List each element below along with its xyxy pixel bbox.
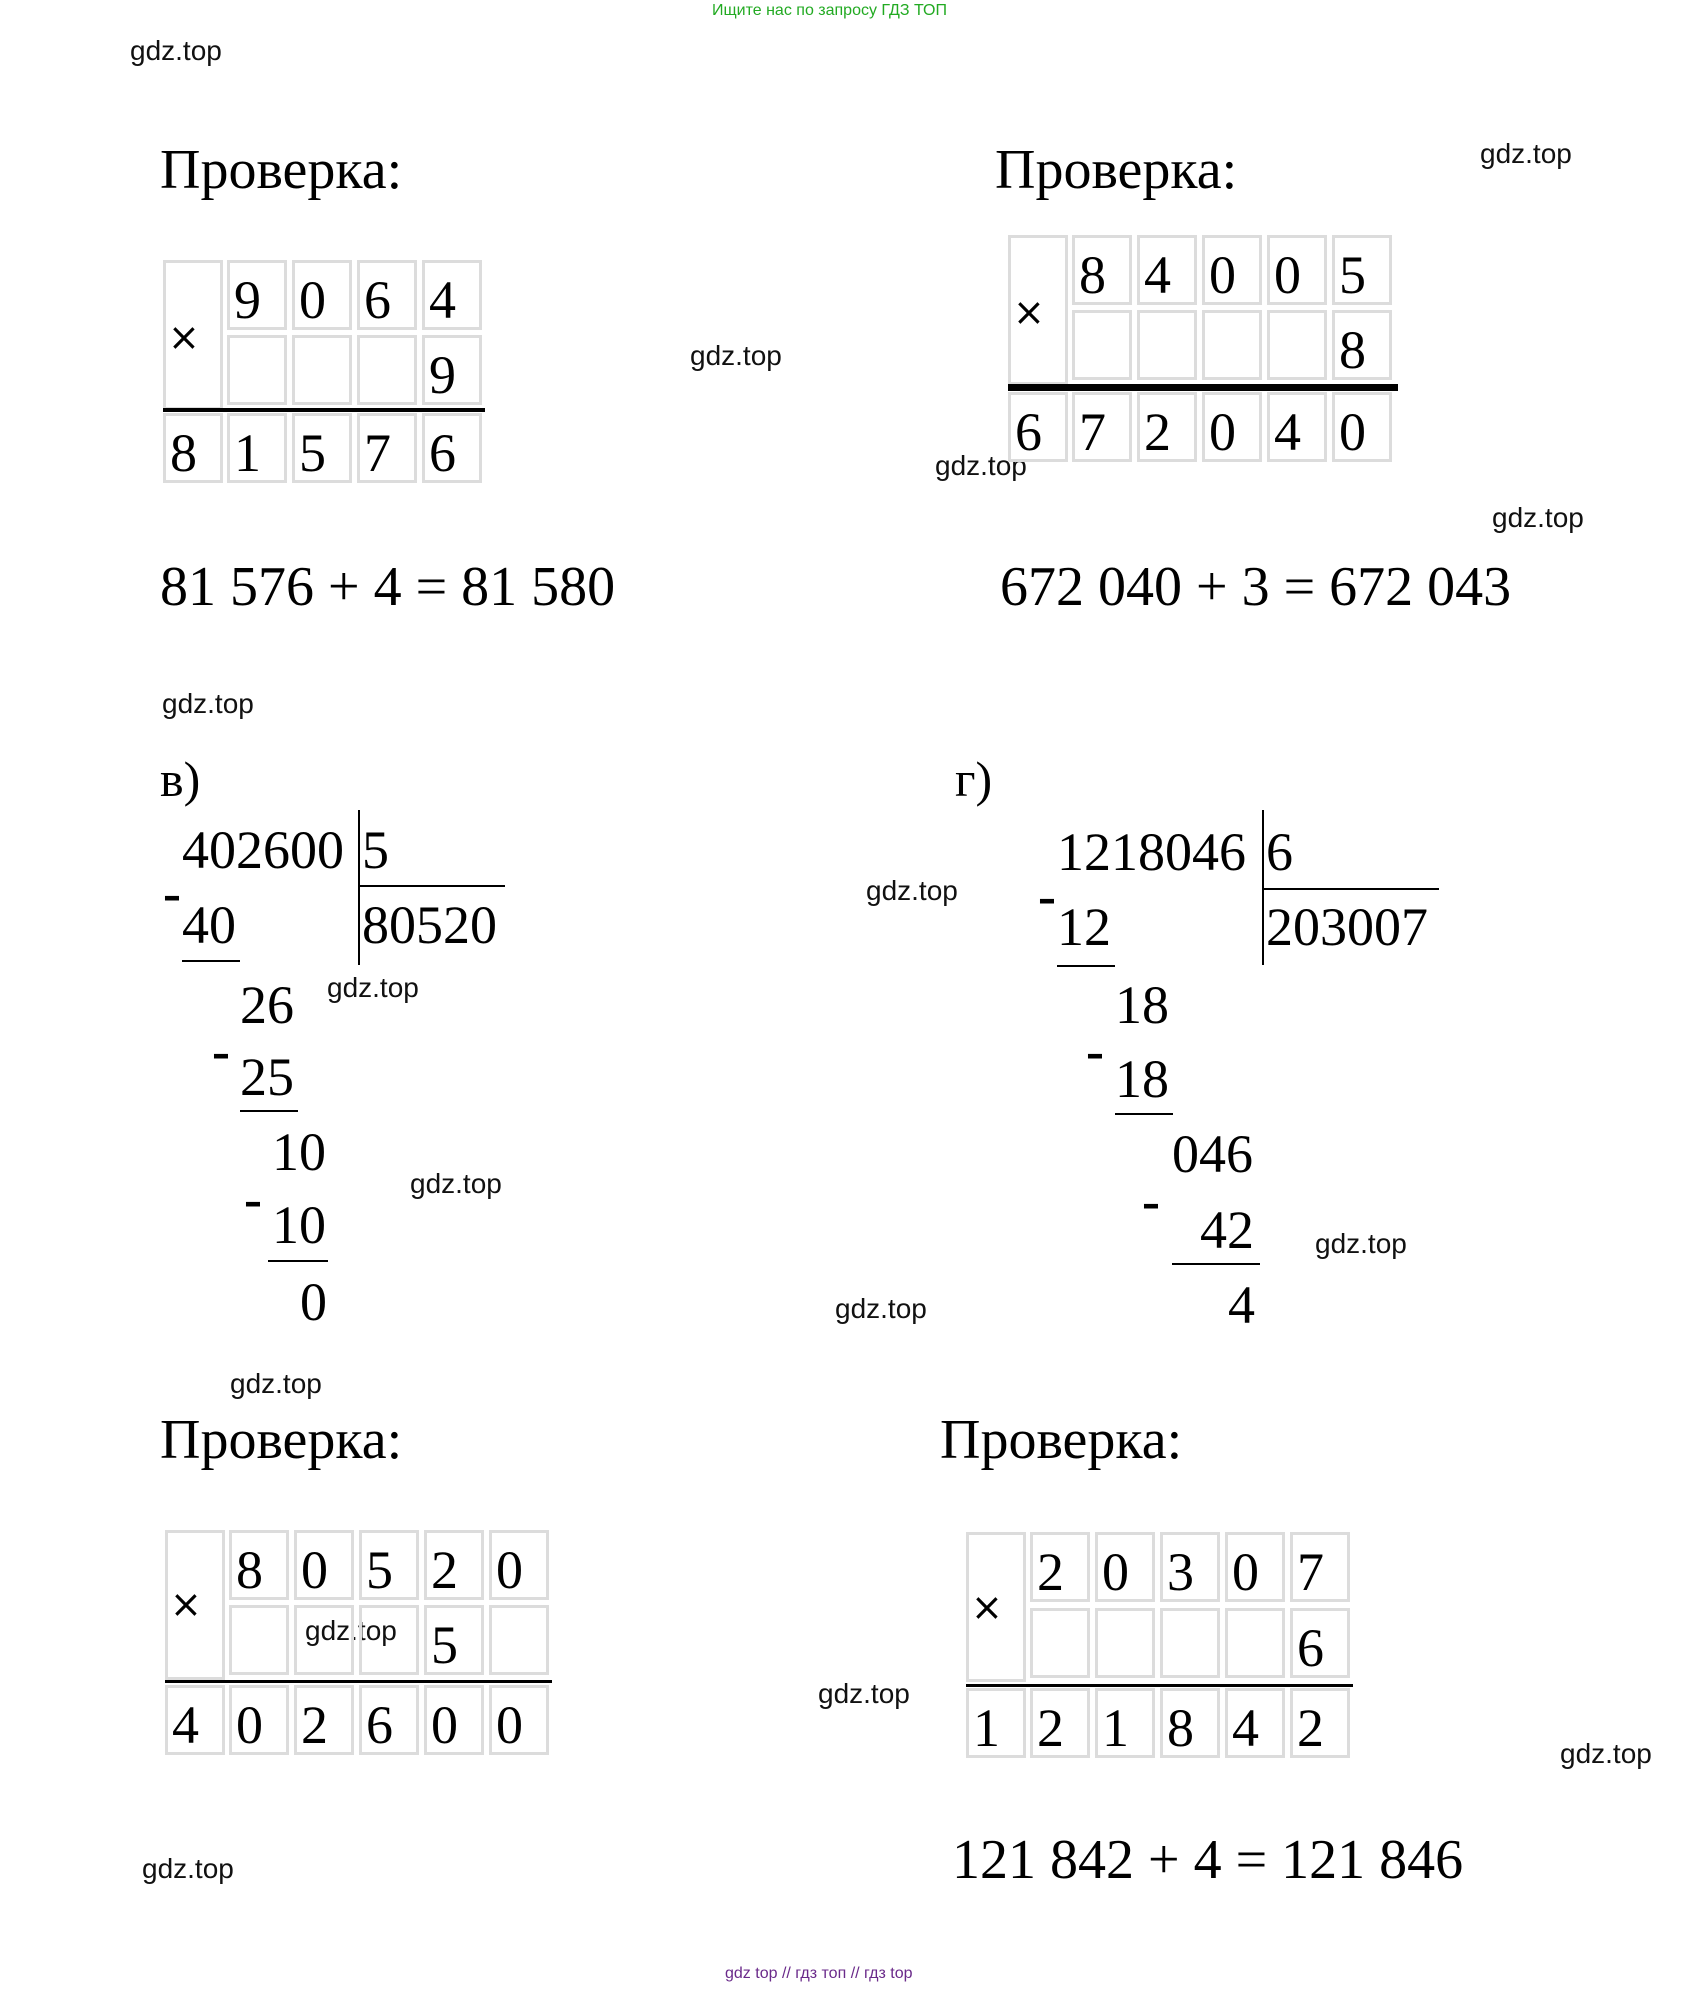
footer-link[interactable]: gdz top: [725, 1965, 778, 1982]
divisor-underline: [1264, 888, 1439, 890]
digit: 8: [1339, 320, 1366, 380]
digit: 4: [172, 1695, 199, 1755]
digit: 0: [1102, 1542, 1129, 1602]
footer-separator: //: [781, 1965, 791, 1982]
digit: 7: [1297, 1542, 1324, 1602]
digit: 0: [1209, 402, 1236, 462]
watermark: gdz.top: [690, 340, 782, 371]
dividend: 402600: [182, 820, 344, 880]
step-line: [1172, 1263, 1260, 1265]
watermark: gdz.top: [305, 1615, 397, 1646]
watermark: gdz.top: [818, 1678, 910, 1709]
digit: 0: [431, 1695, 458, 1755]
digit: 6: [1015, 402, 1042, 462]
minus-sign: -: [1142, 1171, 1160, 1231]
watermark: gdz.top: [410, 1168, 502, 1199]
digit: 0: [496, 1695, 523, 1755]
digit: 8: [1167, 1698, 1194, 1758]
digit: 0: [236, 1695, 263, 1755]
digit: 5: [1339, 245, 1366, 305]
multiply-icon: ×: [971, 1585, 1003, 1629]
check-heading: Проверка:: [995, 139, 1238, 201]
step: 26: [240, 975, 294, 1035]
result-line: [165, 1680, 552, 1683]
footer-link[interactable]: гдз top: [864, 1965, 913, 1982]
step-line: [1057, 965, 1115, 967]
digit: 1: [973, 1698, 1000, 1758]
result-line: [1008, 384, 1398, 391]
step: 046: [1172, 1124, 1253, 1184]
digit: 2: [301, 1695, 328, 1755]
step: 0: [300, 1272, 327, 1332]
check-equation-g1: 672 040 + 3 = 672 043: [1000, 556, 1512, 618]
multiply-icon: ×: [1013, 290, 1045, 334]
watermark: gdz.top: [142, 1853, 234, 1884]
digit: 2: [1144, 402, 1171, 462]
digit: 0: [1209, 245, 1236, 305]
step: 18: [1115, 975, 1169, 1035]
watermark: gdz.top: [130, 35, 222, 66]
divisor: 5: [362, 820, 389, 880]
check-equation-b: 81 576 + 4 = 81 580: [160, 556, 616, 618]
digit: 4: [1274, 402, 1301, 462]
digit: 7: [364, 423, 391, 483]
digit: 0: [1339, 402, 1366, 462]
digit: 9: [234, 270, 261, 330]
check-equation-g2: 121 842 + 4 = 121 846: [952, 1829, 1464, 1891]
digit: 8: [170, 423, 197, 483]
divisor: 6: [1266, 822, 1293, 882]
division-bar: [358, 810, 360, 965]
digit: 0: [1232, 1542, 1259, 1602]
search-banner: Ищите нас по запросу ГДЗ ТОП: [712, 2, 947, 19]
check-heading: Проверка:: [160, 1409, 403, 1471]
digit: 5: [431, 1615, 458, 1675]
digit: 7: [1079, 402, 1106, 462]
watermark: gdz.top: [935, 450, 1027, 481]
footer-separator: //: [850, 1965, 860, 1982]
problem-label-g: г): [955, 751, 993, 807]
quotient: 203007: [1266, 897, 1428, 957]
step: 18: [1115, 1049, 1169, 1109]
digit: 2: [1037, 1542, 1064, 1602]
watermark: gdz.top: [1560, 1738, 1652, 1769]
watermark: gdz.top: [866, 875, 958, 906]
digit: 2: [431, 1540, 458, 1600]
digit: 4: [429, 270, 456, 330]
step-line: [240, 1110, 298, 1112]
minus-sign: -: [244, 1169, 262, 1229]
digit: 3: [1167, 1542, 1194, 1602]
step: 12: [1057, 897, 1111, 957]
step-line: [182, 960, 240, 962]
digit: 6: [364, 270, 391, 330]
digit: 8: [236, 1540, 263, 1600]
quotient: 80520: [362, 895, 497, 955]
multiply-icon: ×: [170, 1582, 202, 1626]
digit: 2: [1297, 1698, 1324, 1758]
watermark: gdz.top: [230, 1368, 322, 1399]
watermark: gdz.top: [1480, 138, 1572, 169]
minus-sign: -: [1038, 866, 1056, 926]
digit: 0: [1274, 245, 1301, 305]
result-line: [966, 1684, 1353, 1687]
digit: 5: [366, 1540, 393, 1600]
digit: 6: [366, 1695, 393, 1755]
digit: 2: [1037, 1698, 1064, 1758]
step: 42: [1200, 1200, 1254, 1260]
digit: 4: [1232, 1698, 1259, 1758]
minus-sign: -: [163, 863, 181, 923]
digit: 0: [301, 1540, 328, 1600]
footer-links: [725, 1965, 913, 1983]
digit: 1: [1102, 1698, 1129, 1758]
watermark: gdz.top: [327, 972, 419, 1003]
minus-sign: -: [1086, 1021, 1104, 1081]
digit: 1: [234, 423, 261, 483]
step-line: [268, 1260, 328, 1262]
step-line: [1115, 1113, 1173, 1115]
digit: 8: [1079, 245, 1106, 305]
watermark: gdz.top: [835, 1293, 927, 1324]
digit: 9: [429, 345, 456, 405]
step: 40: [182, 895, 236, 955]
digit: 4: [1144, 245, 1171, 305]
minus-sign: -: [212, 1021, 230, 1081]
digit: 0: [496, 1540, 523, 1600]
step: 10: [272, 1122, 326, 1182]
watermark: gdz.top: [1492, 502, 1584, 533]
check-heading: Проверка:: [940, 1409, 1183, 1471]
divisor-underline: [360, 885, 505, 887]
footer-link[interactable]: гдз топ: [795, 1965, 847, 1982]
step: 10: [272, 1195, 326, 1255]
digit: 6: [429, 423, 456, 483]
check-heading: Проверка:: [160, 139, 403, 201]
result-line: [163, 408, 485, 412]
watermark: gdz.top: [162, 688, 254, 719]
step: 4: [1228, 1275, 1255, 1335]
digit: 6: [1297, 1618, 1324, 1678]
problem-label-v: в): [160, 751, 201, 807]
dividend: 1218046: [1057, 822, 1246, 882]
step: 25: [240, 1047, 294, 1107]
watermark: gdz.top: [1315, 1228, 1407, 1259]
digit: 0: [299, 270, 326, 330]
multiply-icon: ×: [168, 315, 200, 359]
digit: 5: [299, 423, 326, 483]
